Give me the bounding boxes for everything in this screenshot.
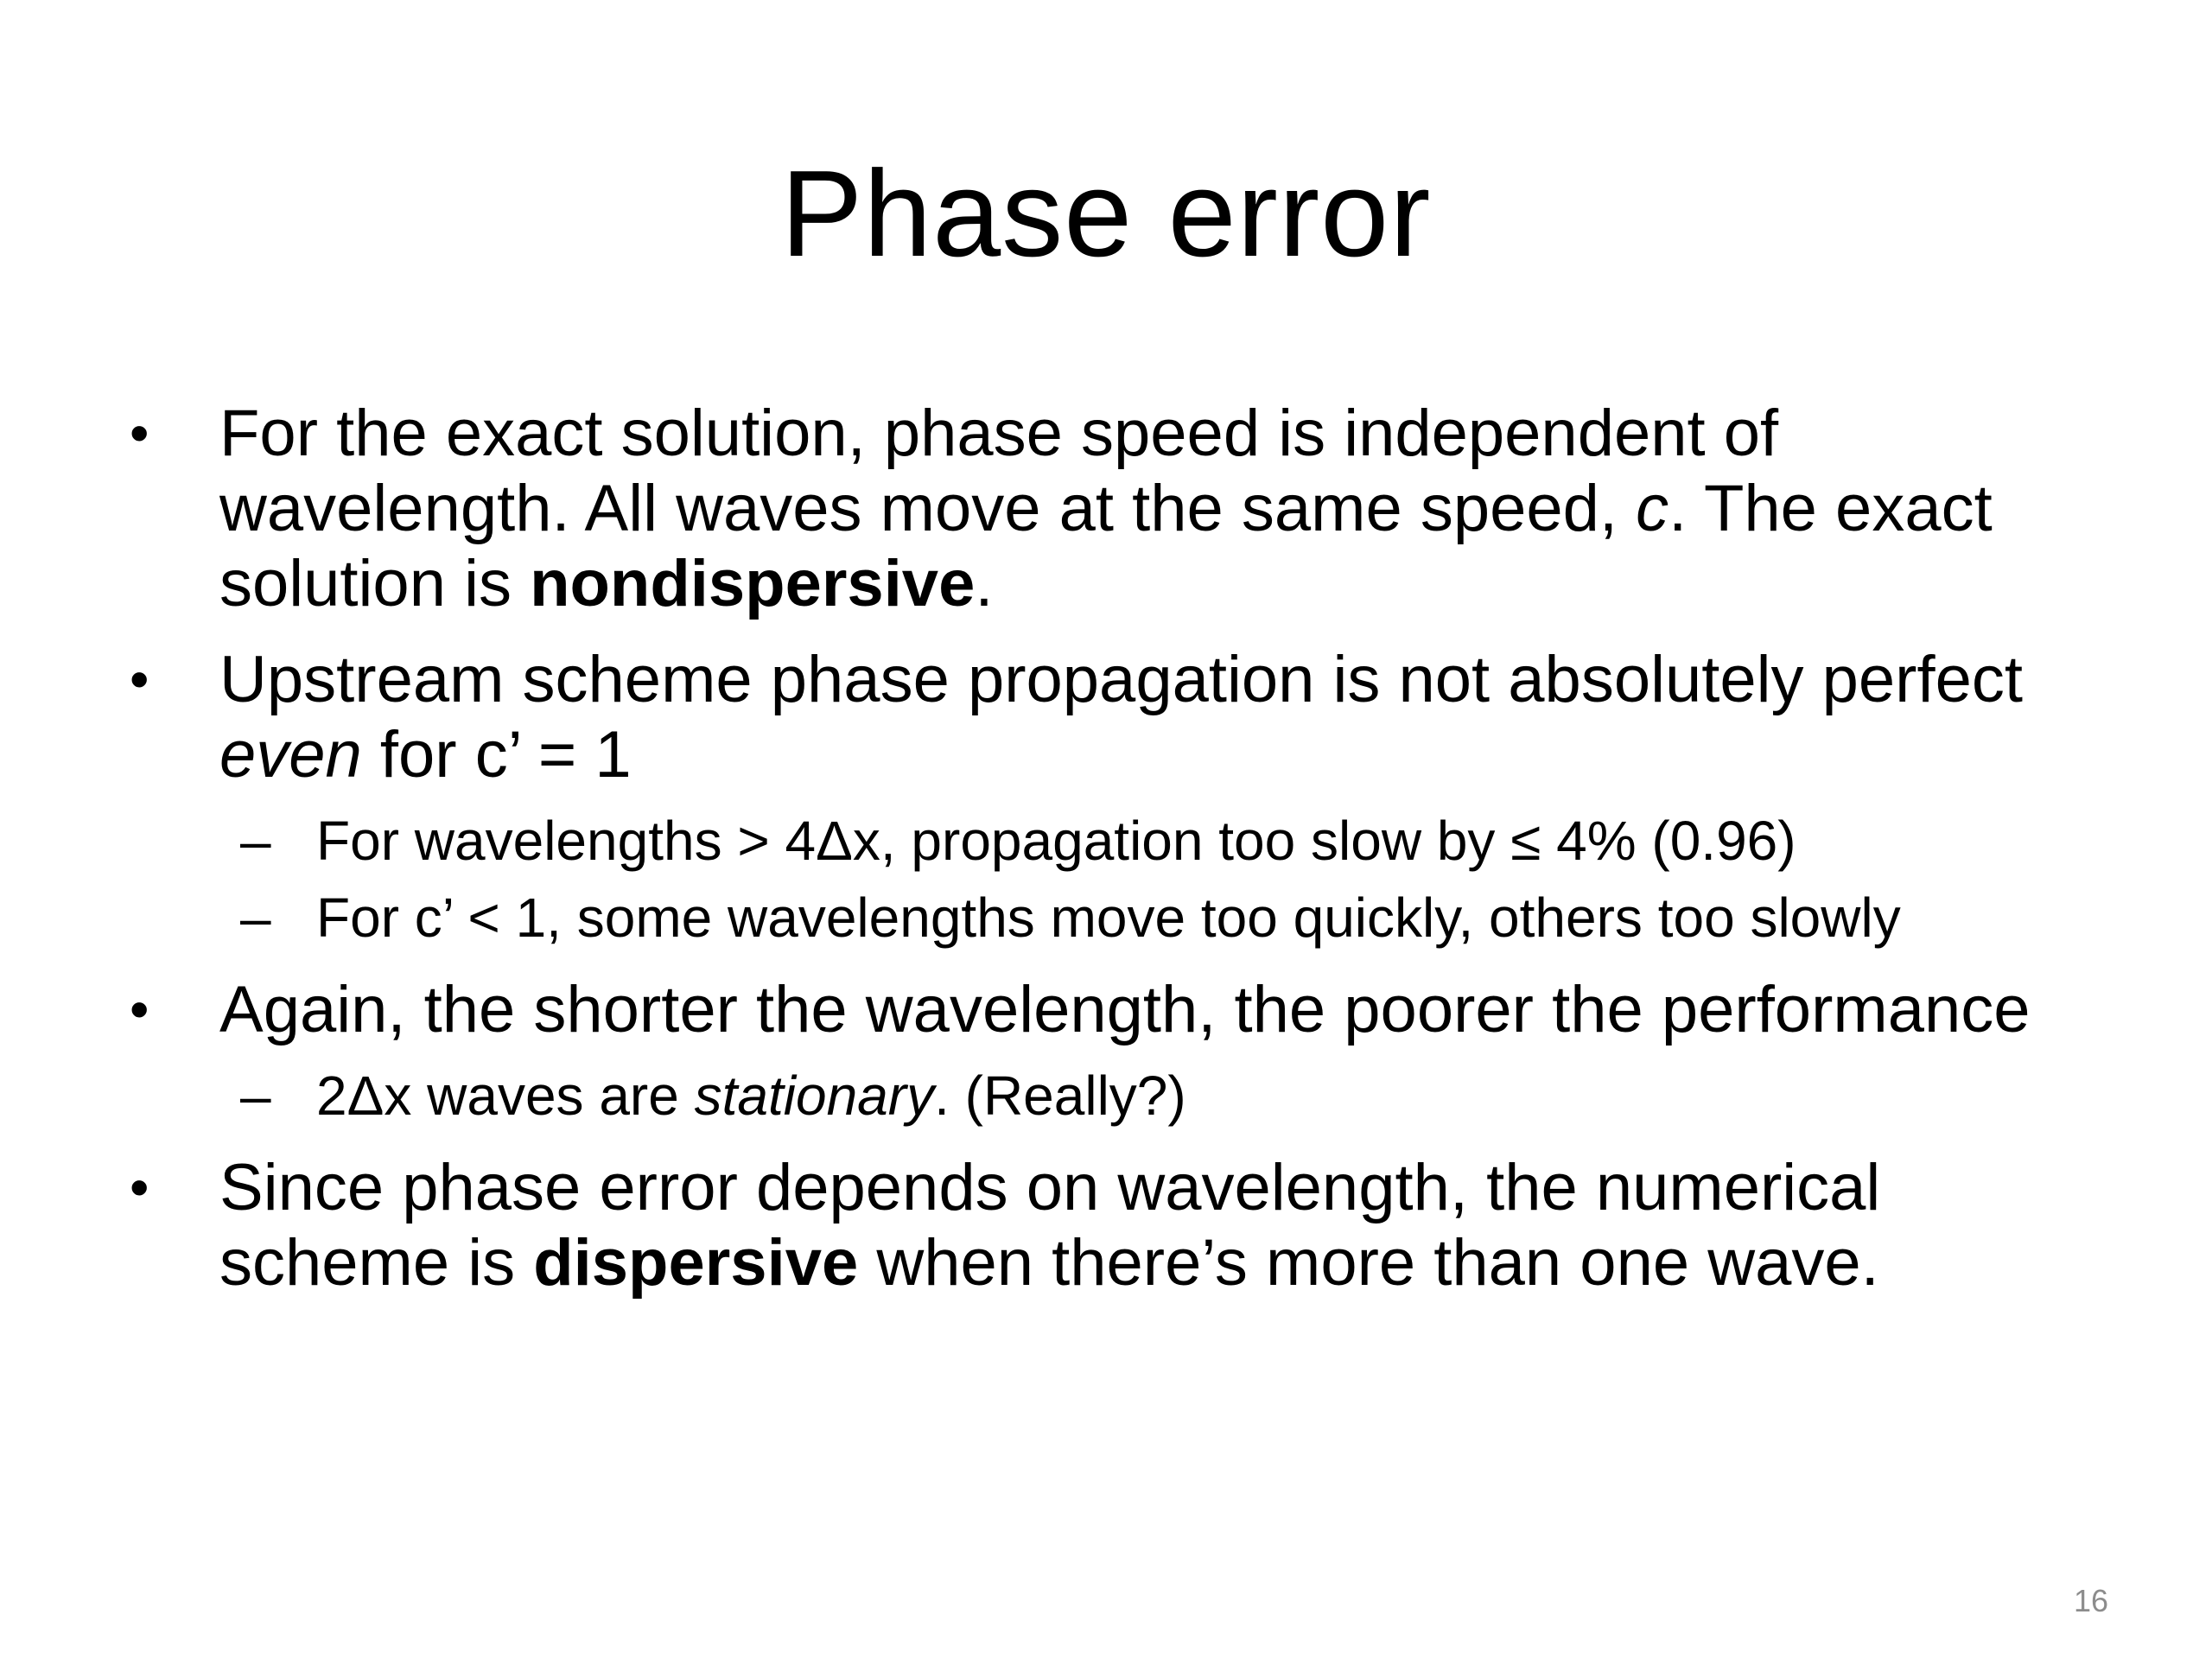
sub-bullet-item [240, 810, 2082, 873]
bullet-keyword: dispersive [533, 1226, 859, 1300]
bullet-item-2 [130, 642, 2082, 792]
bullet-keyword: nondispersive [530, 547, 976, 620]
bullet-marker: • [130, 978, 149, 1040]
bullet-text: Upstream scheme phase propagation is not absolutely perfect [219, 643, 2023, 716]
bullet-text: For the exact solution, phase speed is independent of wavelength. All waves move at the same speed, [219, 397, 1779, 545]
sub-bullet-list [130, 810, 2082, 950]
bullet-marker: • [130, 648, 149, 710]
sub-bullet-text: 2Δx waves are [316, 1065, 695, 1127]
sub-bullet-marker: – [240, 1065, 271, 1127]
bullet-text: . [975, 547, 994, 620]
bullet-text: Again, the shorter the wavelength, the poorer the performance [219, 973, 2031, 1046]
bullet-item-3 [130, 972, 2082, 1047]
bullet-item-4 [130, 1150, 2082, 1300]
sub-bullet-emphasis: stationary [694, 1065, 935, 1127]
bullet-emphasis: c [1636, 472, 1669, 545]
sub-bullet-item [240, 887, 2082, 950]
sub-bullet-marker: – [240, 887, 271, 949]
slide-body [130, 396, 2082, 1321]
page-number: 16 [2073, 1583, 2108, 1618]
bullet-text: Since phase error depends on wavelength, the numerical scheme is [219, 1151, 1881, 1300]
sub-bullet-item [240, 1065, 2082, 1128]
bullet-item-1 [130, 396, 2082, 621]
bullet-text: . The exact solution is [219, 472, 1993, 620]
bullet-text: when there’s more than one wave. [858, 1226, 1879, 1300]
slide-title: Phase error [780, 145, 1432, 283]
bullet-text: for c’ = 1 [361, 718, 632, 791]
sub-bullet-list [130, 1065, 2082, 1128]
sub-bullet-text: For wavelengths > 4Δx, propagation too slow by ≤ 4% (0.96) [316, 810, 1796, 872]
bullet-marker: • [130, 1156, 149, 1218]
sub-bullet-text: . (Really?) [934, 1065, 1186, 1127]
bullet-marker: • [130, 402, 149, 464]
sub-bullet-text: For c’ < 1, some wavelengths move too quickly, others too slowly [316, 887, 1901, 949]
bullet-emphasis: even [219, 718, 362, 791]
sub-bullet-marker: – [240, 810, 271, 872]
